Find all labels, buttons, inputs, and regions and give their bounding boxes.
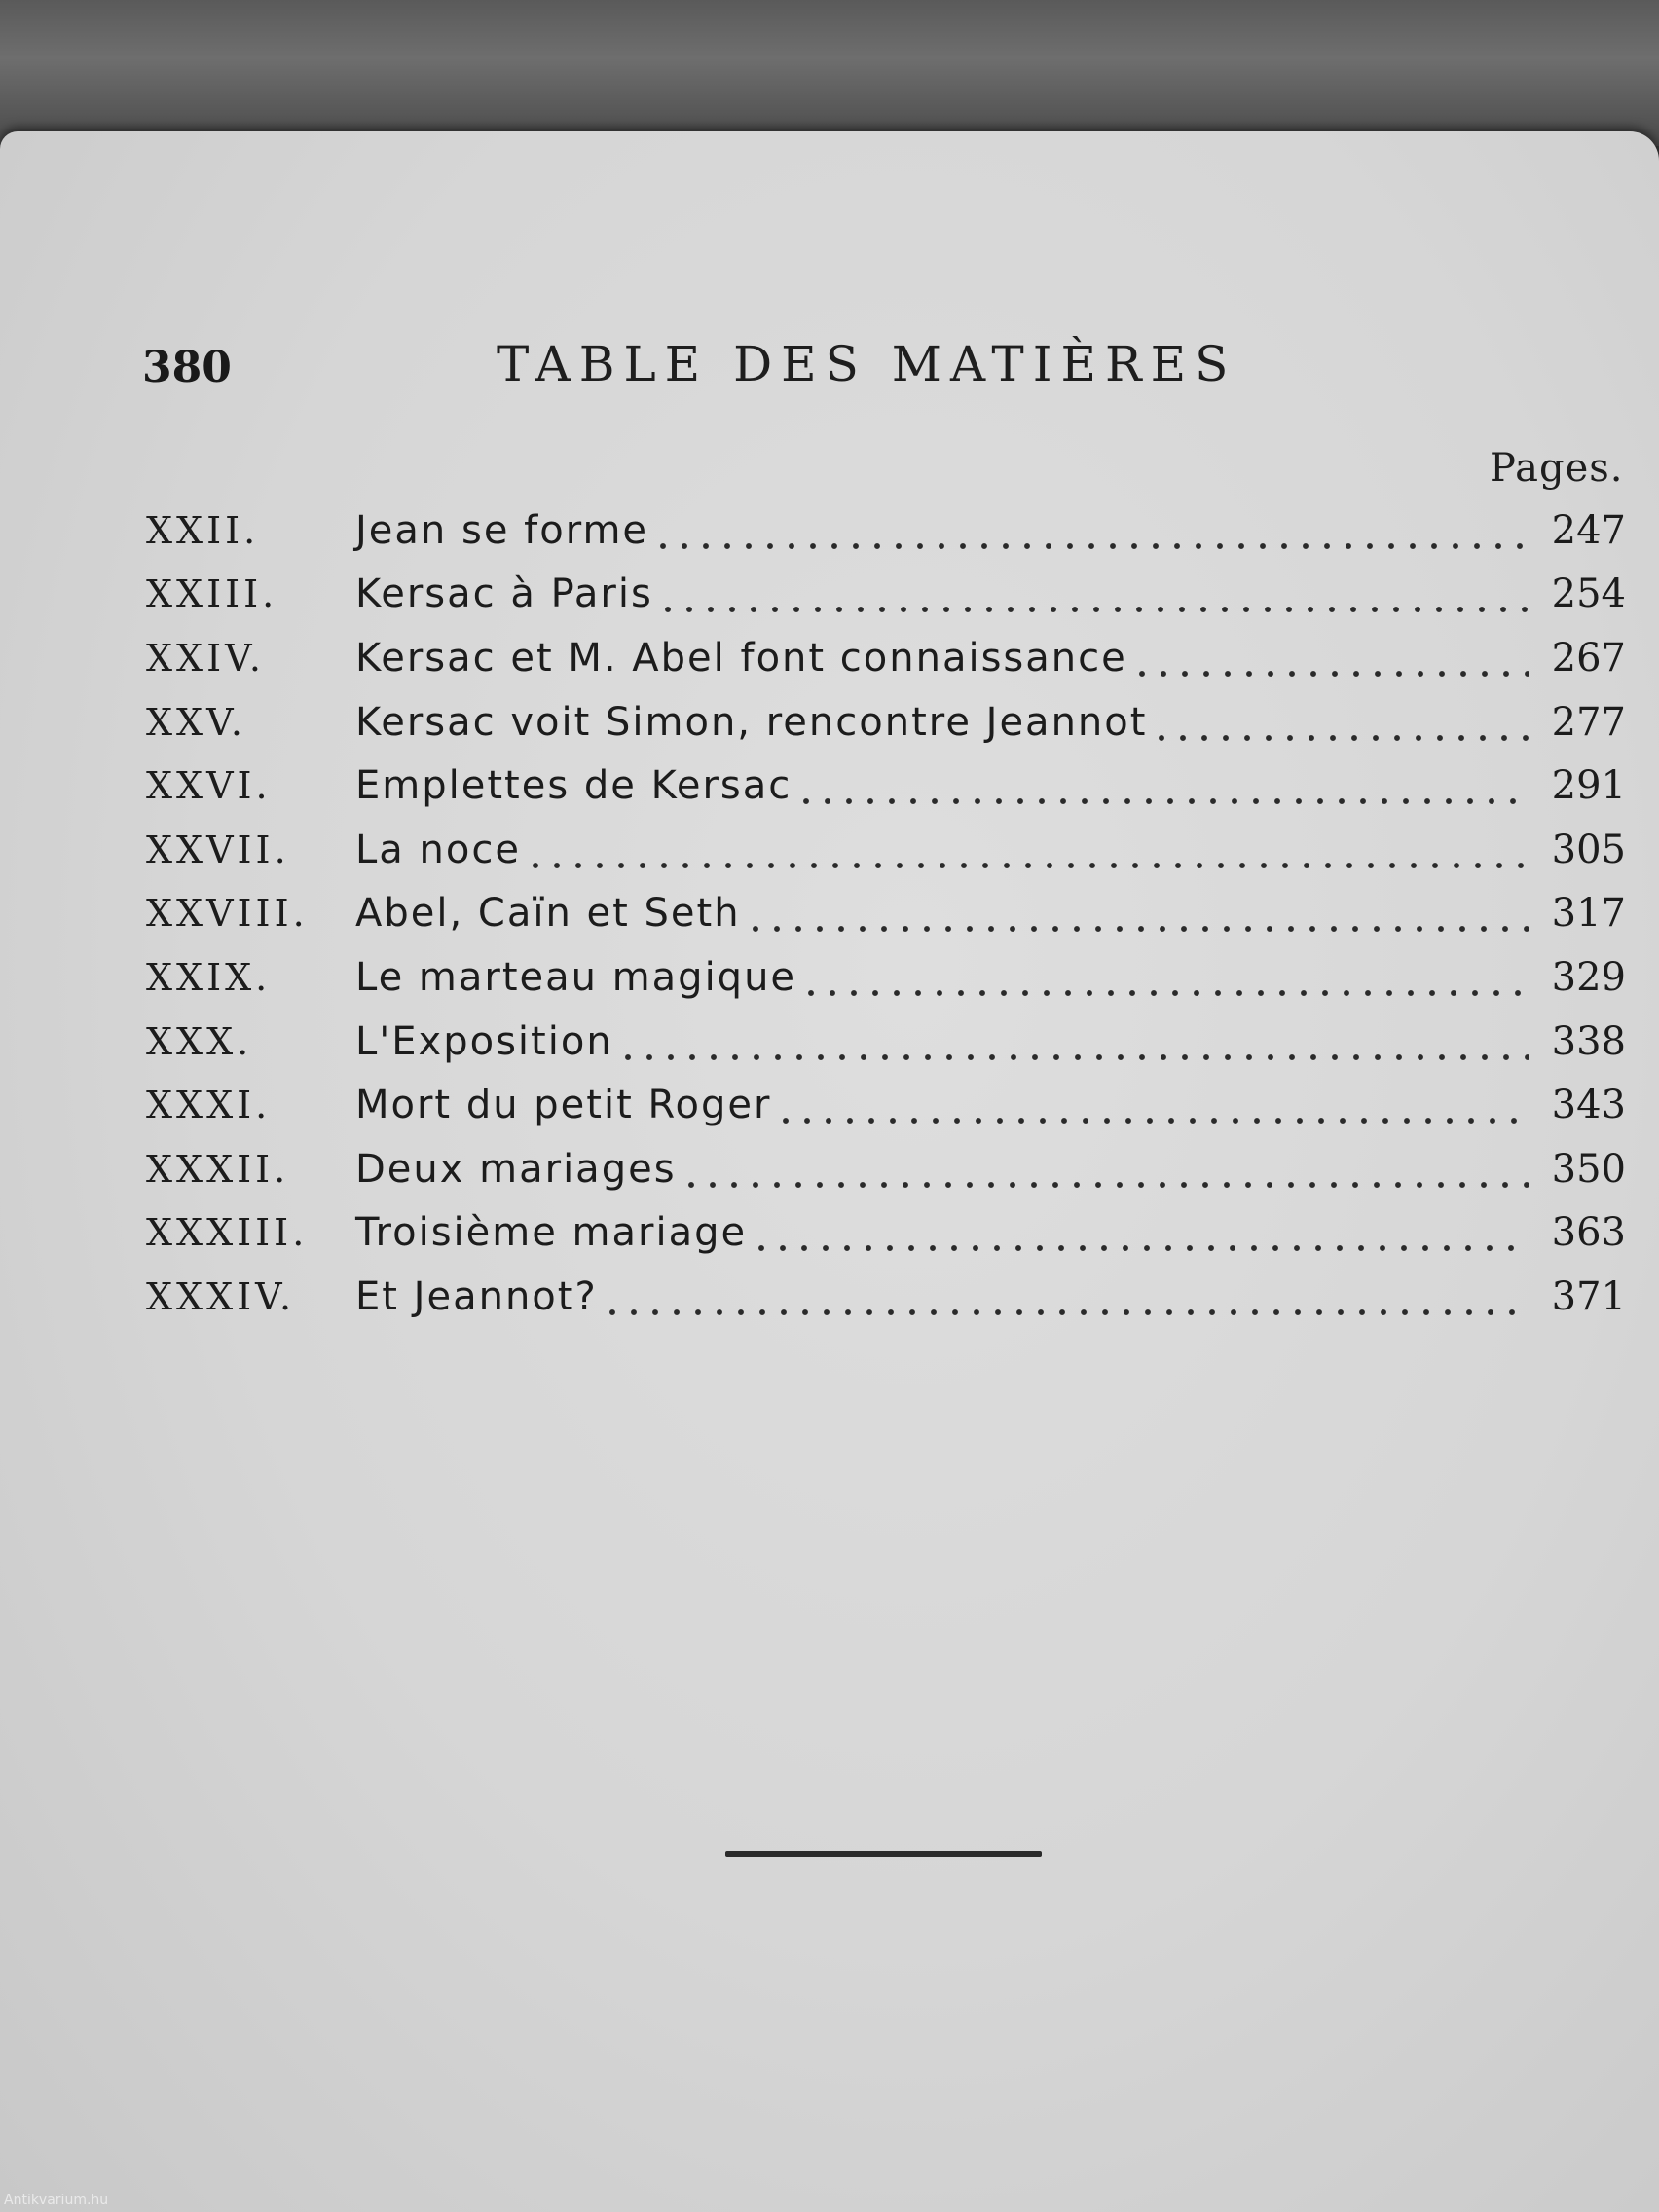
chapter-page: 329 [1551,954,1626,1000]
table-of-contents [146,498,1626,1329]
toc-entry [146,945,1626,1010]
toc-entry [146,1201,1626,1266]
chapter-title: L'Exposition [355,1018,613,1064]
chapter-number: XXIV. [146,636,265,680]
chapter-number: XXVI. [146,764,272,808]
chapter-title: Emplettes de Kersac [355,763,793,809]
toc-entry [146,1265,1626,1329]
chapter-number: XXIII. [146,572,278,616]
chapter-title: Troisième mariage [355,1210,748,1256]
dot-leader [745,894,1529,933]
toc-entry [146,1073,1626,1137]
toc-entry [146,882,1626,946]
chapter-title: Abel, Caïn et Seth [355,891,741,937]
dot-leader [795,766,1529,805]
chapter-page: 277 [1551,699,1626,745]
chapter-number: XXXIV. [146,1274,296,1318]
chapter-page: 317 [1551,891,1626,937]
dot-leader [1151,703,1529,742]
chapter-page: 305 [1551,827,1626,872]
chapter-page: 343 [1551,1083,1626,1128]
chapter-number: XXXI. [146,1084,272,1127]
dot-leader [602,1277,1529,1316]
toc-entry [146,498,1626,563]
chapter-number: XXXIII. [146,1211,309,1255]
chapter-number: XXXII. [146,1147,290,1191]
chapter-page: 267 [1551,635,1626,681]
end-rule [725,1851,1042,1857]
watermark: Antikvarium.hu [4,2193,109,2208]
dot-leader [775,1086,1529,1124]
chapter-number: XXVIII. [146,892,309,936]
dot-leader [525,830,1529,869]
page-number: 380 [142,343,232,392]
dot-leader [657,574,1529,613]
chapter-title: Kersac voit Simon, rencontre Jeannot [355,699,1148,745]
chapter-page: 291 [1551,763,1626,809]
chapter-page: 247 [1551,507,1626,553]
chapter-page: 254 [1551,571,1626,617]
dot-leader [652,511,1529,550]
chapter-title: Kersac et M. Abel font connaissance [355,635,1127,681]
chapter-title: Deux mariages [355,1146,677,1192]
chapter-title: Jean se forme [355,507,649,553]
page-title: TABLE DES MATIÈRES [497,336,1237,392]
chapter-page: 338 [1551,1018,1626,1064]
chapter-title: Kersac à Paris [355,571,653,617]
dot-leader [681,1150,1529,1189]
dot-leader [751,1213,1529,1252]
chapter-number: XXII. [146,508,260,552]
dot-leader [800,958,1529,997]
toc-entry [146,1010,1626,1074]
chapter-number: XXX. [146,1019,253,1063]
dot-leader [617,1022,1529,1061]
chapter-title: Le marteau magique [355,954,797,1000]
chapter-page: 371 [1551,1273,1626,1319]
chapter-title: Mort du petit Roger [355,1083,772,1128]
toc-entry [146,818,1626,882]
chapter-page: 350 [1551,1146,1626,1192]
toc-entry [146,563,1626,627]
chapter-number: XXIX. [146,955,272,999]
toc-entry [146,1137,1626,1201]
chapter-page: 363 [1551,1210,1626,1256]
toc-entry [146,690,1626,755]
background-surface [0,0,1659,146]
toc-entry [146,754,1626,818]
dot-leader [1131,639,1529,678]
pages-column-label: Pages. [1490,446,1624,491]
chapter-number: XXVII. [146,828,290,871]
chapter-title: La noce [355,827,521,872]
chapter-title: Et Jeannot? [355,1273,598,1319]
chapter-number: XXV. [146,700,246,744]
toc-entry [146,626,1626,690]
